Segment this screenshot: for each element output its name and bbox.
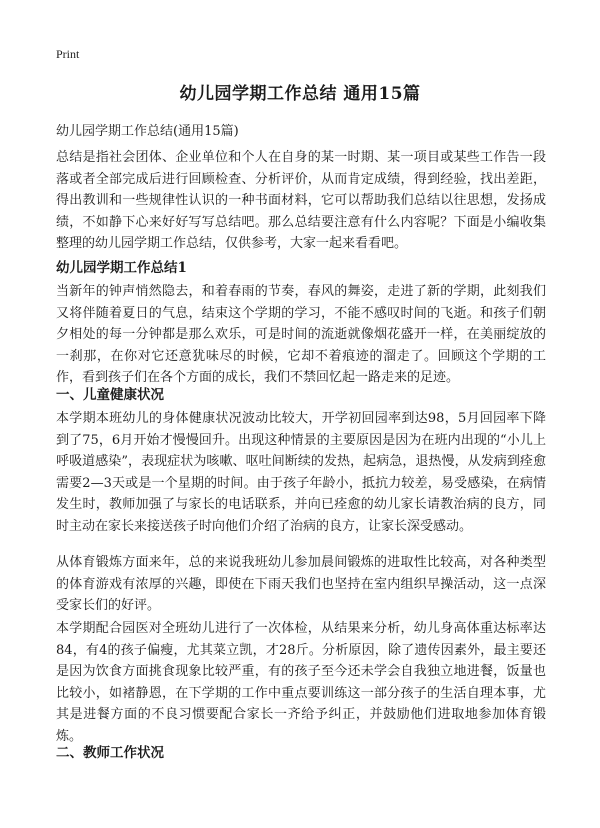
document-subtitle: 幼儿园学期工作总结(通用15篇) <box>56 124 239 139</box>
document-title: 幼儿园学期工作总结 通用15篇 <box>179 84 421 104</box>
intro-paragraph: 总结是指社会团体、企业单位和个人在自身的某一时期、某一项目或某些工作告一段落或者全部完成后进行回顾检查、分析评价，从而肯定成绩，得到经验，找出差距，得出教训和一些规律性认识的一种书面材料，它可以帮助我们总结以往思想，发扬成绩，不如静下心来好好写写总结吧。那么总结要注意有什么内容呢？下面是小编收集整理的幼儿园学期工作总结，仅供参考，大家一起来看看吧。 <box>56 150 546 251</box>
heading-teacher-work: 二、教师工作状况 <box>56 745 164 761</box>
print-link[interactable]: Print <box>56 47 80 61</box>
health-paragraph-2: 从体育锻炼方面来年，总的来说我班幼儿参加晨间锻炼的进取性比较高，对各种类型的体育游戏有浓厚的兴趣，即使在下雨天我们也坚持在室内组织早操活动，这一点深受家长们的好评。 <box>56 555 546 613</box>
health-paragraph-3: 本学期配合园医对全班幼儿进行了一次体检，从结果来分析，幼儿身高体重达标率达84，有4的孩子偏瘦，尤其菜立凯，才28斤。分析原因，除了遗传因素外，最主要还是因为饮食方面挑食现象比较严重，有的孩子至今还未学会自我独立地进餐，饭量也比较小，如褚静恩，在下学期的工作中重点要训练这一部分孩子的生活自理本事，尤其是进餐方面的不良习惯要配合家长一齐给予纠正，并鼓励他们进取地参加体育锻炼。 <box>56 621 546 744</box>
section-1-title: 幼儿园学期工作总结1 <box>56 260 187 276</box>
heading-child-health: 一、儿童健康状况 <box>56 387 164 403</box>
section-1-paragraph: 当新年的钟声悄然隐去，和着春雨的节奏，春风的舞姿，走进了新的学期，此刻我们又将伴随着夏日的气息，结束这个学期的学习，不能不感叹时间的飞逝。和孩子们朝夕相处的每一分钟都是那么欢乐，可是时间的流逝就像烟花盛开一样，在美丽绽放的一刹那，在你对它还意犹味尽的时候，它却不着痕迹的溜走了。回顾这个学期的工作，看到孩子们在各个方面的成长，我们不禁回忆起一路走来的足迹。 <box>56 284 546 385</box>
health-paragraph-1: 本学期本班幼儿的身体健康状况波动比较大，开学初回园率到达98，5月回园率下降到了75，6月开始才慢慢回升。出现这种情景的主要原因是因为在班内出现的“小儿上呼吸道感染”，表现症状为咳嗽、呕吐间断续的发热，起病急，退热慢，从发病到痊愈需要2—3天或是一个星期的时间。由于孩子年龄小，抵抗力较差，易受感染，在病情发生时，教师加强了与家长的电话联系，并向已痊愈的幼儿家长请教治病的良方，同时主动在家长来接送孩子时向他们介绍了治病的良方，让家长深受感动。 <box>56 411 546 534</box>
